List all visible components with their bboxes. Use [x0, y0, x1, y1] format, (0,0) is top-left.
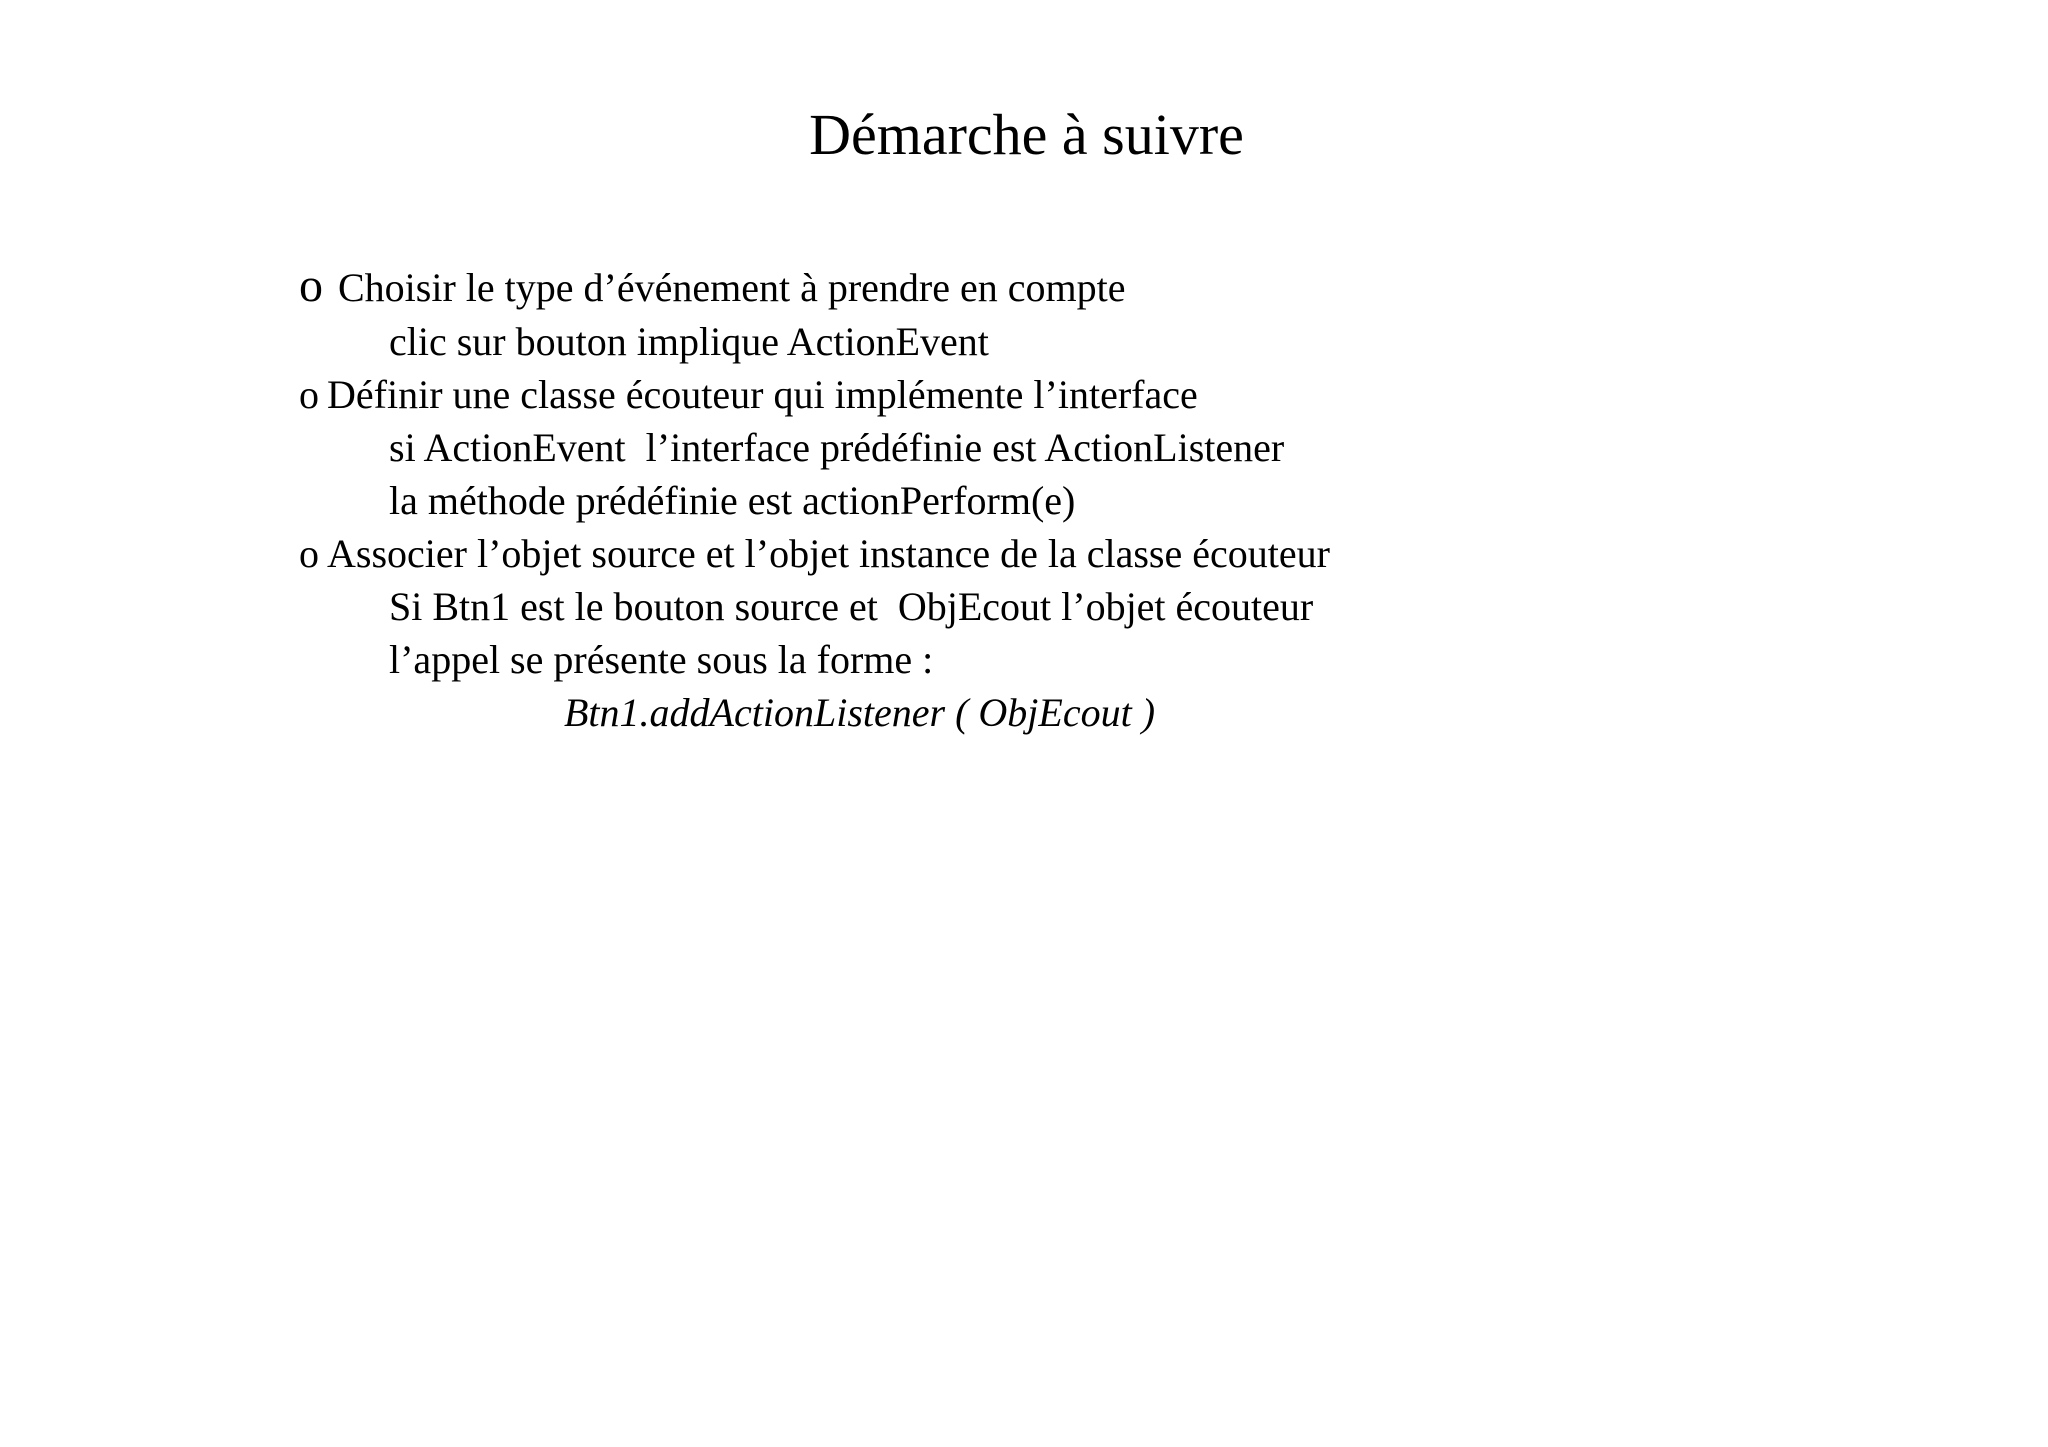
bullet-marker: o [299, 372, 319, 417]
bullet-item-1 [299, 259, 1330, 315]
slide-title: Démarche à suivre [809, 102, 1244, 167]
bullet-item-2 [299, 368, 1330, 421]
bullet-detail: l’appel se présente sous la forme : [389, 637, 934, 682]
bullet-text: Choisir le type d’événement à prendre en compte [338, 265, 1126, 310]
bullet-detail: Si Btn1 est le bouton source et ObjEcout l’objet écouteur [389, 584, 1314, 629]
bullet-item-3 [299, 527, 1330, 580]
bullet-text: Définir une classe écouteur qui implémente l’interface [327, 372, 1198, 417]
bullet-marker: o [299, 531, 319, 576]
bullet-detail: si ActionEvent l’interface prédéfinie est ActionListener [389, 425, 1285, 470]
bullet-detail: clic sur bouton implique ActionEvent [389, 319, 989, 364]
bullet-marker: o [299, 259, 323, 312]
code-example: Btn1.addActionListener ( ObjEcout ) [564, 690, 1156, 735]
bullet-list [299, 259, 1330, 739]
bullet-detail: la méthode prédéfinie est actionPerform(e) [389, 478, 1076, 523]
bullet-text: Associer l’objet source et l’objet instance de la classe écouteur [327, 531, 1330, 576]
